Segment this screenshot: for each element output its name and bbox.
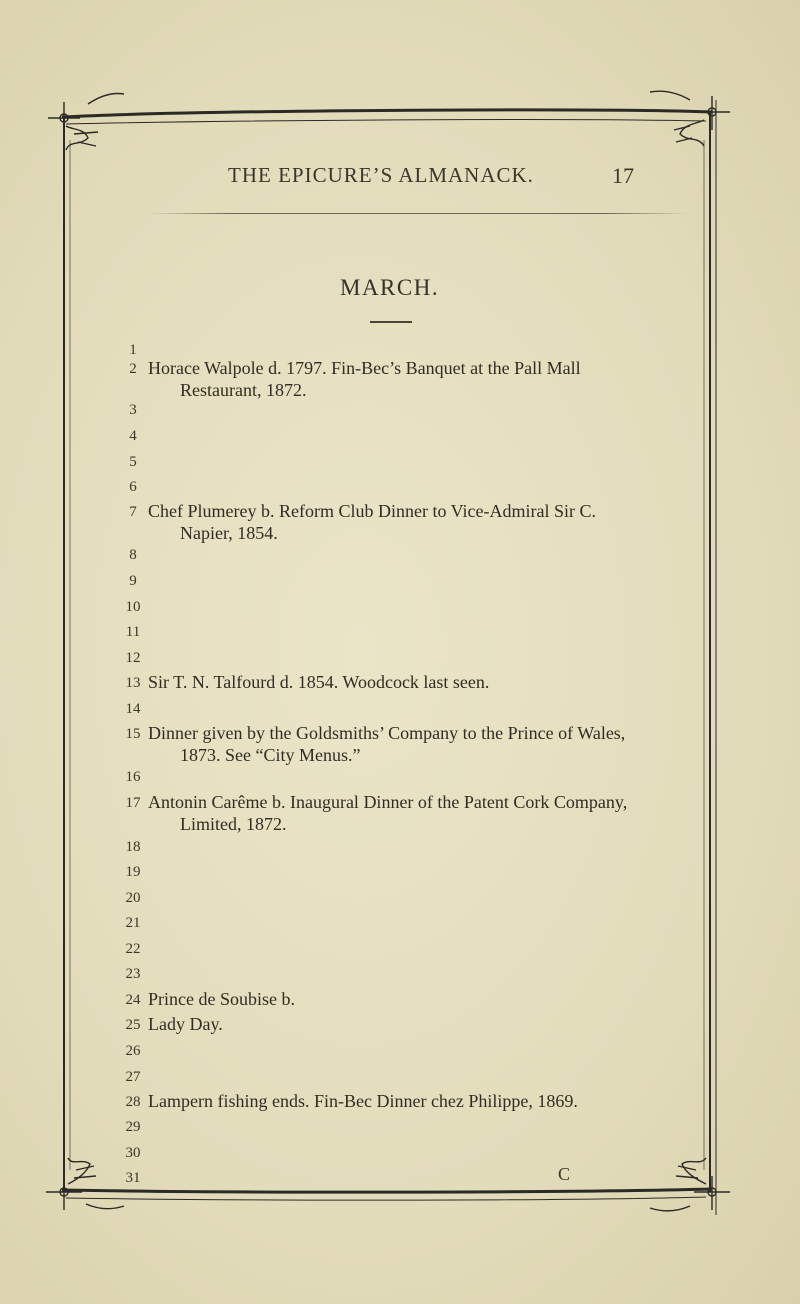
day-entry — [148, 1013, 688, 1035]
entry-line: Dinner given by the Goldsmiths’ Company to the Prince of Wales, — [148, 723, 626, 743]
day-entry — [148, 500, 688, 544]
entry-continuation-line: Limited, 1872. — [180, 814, 287, 834]
entry-line: Sir T. N. Talfourd d. 1854. Woodcock last seen. — [148, 672, 490, 692]
day-number: 13 — [125, 675, 141, 691]
day-number: 16 — [125, 769, 141, 785]
day-number: 14 — [125, 701, 141, 717]
day-number: 3 — [129, 402, 137, 418]
corner-ornament-top-left — [48, 93, 124, 150]
day-number: 26 — [125, 1043, 141, 1059]
day-number: 18 — [125, 839, 141, 855]
day-number: 1 — [129, 342, 137, 358]
entry-line: Horace Walpole d. 1797. Fin-Bec’s Banquet at the Pall Mall — [148, 358, 581, 378]
running-head: THE EPICURE’S ALMANACK. — [228, 163, 534, 187]
day-entry — [148, 1090, 688, 1112]
corner-ornament-bottom-right — [650, 1158, 730, 1211]
corner-ornament-top-right — [650, 91, 730, 146]
entry-continuation-line: Napier, 1854. — [180, 523, 278, 543]
day-number: 11 — [125, 624, 141, 640]
day-number: 2 — [129, 361, 137, 377]
corner-ornament-bottom-left — [46, 1158, 124, 1210]
month-title: MARCH. — [340, 275, 440, 300]
day-number: 6 — [129, 479, 137, 495]
month-rule — [370, 321, 412, 323]
day-entry — [148, 791, 688, 835]
entry-line: Lampern fishing ends. Fin-Bec Dinner chez Philippe, 1869. — [148, 1091, 578, 1111]
day-number: 7 — [129, 504, 137, 520]
entry-line: Antonin Carême b. Inaugural Dinner of the Patent Cork Company, — [148, 792, 628, 812]
day-number: 21 — [125, 915, 141, 931]
entry-continuation-line: Restaurant, 1872. — [180, 380, 307, 400]
entry-line: Chef Plumerey b. Reform Club Dinner to Vice-Admiral Sir C. — [148, 501, 597, 521]
day-number: 8 — [129, 547, 137, 563]
day-number: 22 — [125, 941, 141, 957]
day-number: 29 — [125, 1119, 141, 1135]
day-number: 28 — [125, 1094, 141, 1110]
day-number: 31 — [125, 1170, 141, 1186]
signature-mark: C — [558, 1164, 571, 1184]
day-number: 27 — [125, 1069, 141, 1085]
page-number: 17 — [612, 163, 634, 188]
header-rule — [148, 213, 688, 214]
day-number: 30 — [125, 1145, 141, 1161]
entry-line: Prince de Soubise b. — [148, 989, 295, 1009]
day-entry — [148, 357, 688, 401]
day-entry — [148, 671, 688, 693]
day-number: 23 — [125, 966, 141, 982]
day-number: 5 — [129, 454, 137, 470]
day-number: 24 — [125, 992, 141, 1008]
day-entry — [148, 722, 688, 766]
day-number: 25 — [125, 1017, 141, 1033]
entry-continuation-line: 1873. See “City Menus.” — [180, 745, 361, 765]
day-number: 20 — [125, 890, 141, 906]
day-number: 15 — [125, 726, 141, 742]
day-number: 4 — [129, 428, 137, 444]
day-entry — [148, 988, 688, 1010]
day-number: 12 — [125, 650, 141, 666]
day-number: 10 — [125, 599, 141, 615]
day-number: 17 — [125, 795, 141, 811]
day-number: 19 — [125, 864, 141, 880]
day-number: 9 — [129, 573, 137, 589]
entry-line: Lady Day. — [148, 1014, 223, 1034]
